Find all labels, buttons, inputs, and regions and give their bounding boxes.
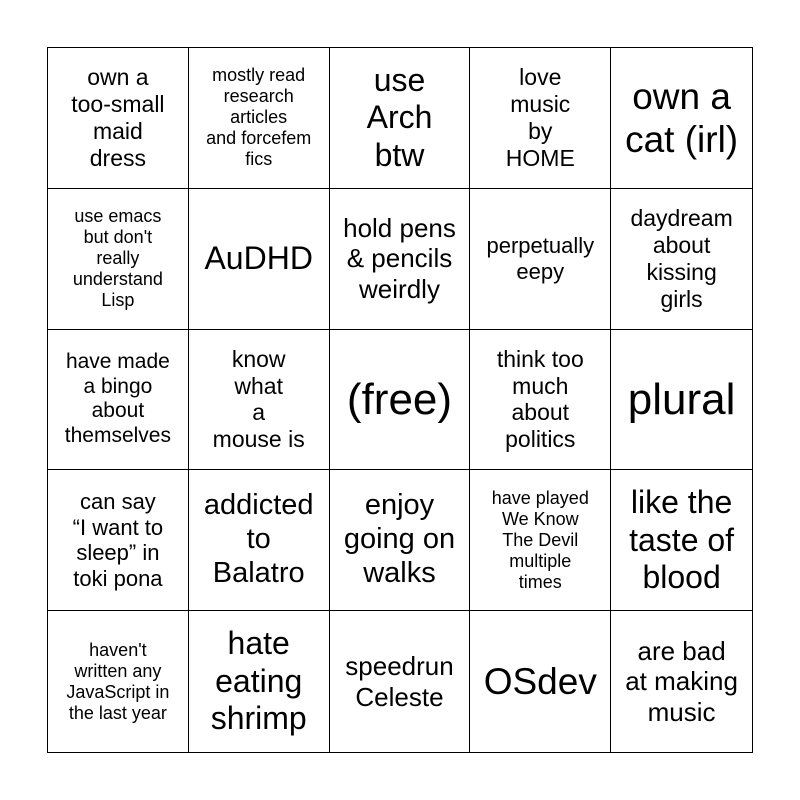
bingo-cell[interactable] xyxy=(189,330,330,471)
bingo-cell-text: mostly read research articles and forcefem fics xyxy=(206,65,312,170)
bingo-cell-text: plural xyxy=(627,374,736,424)
bingo-cell-text: are bad at making music xyxy=(625,635,738,727)
bingo-cell[interactable] xyxy=(611,470,752,611)
bingo-cell[interactable] xyxy=(48,330,189,471)
bingo-cell[interactable] xyxy=(470,470,611,611)
bingo-cell[interactable] xyxy=(330,48,471,189)
bingo-cell[interactable] xyxy=(189,470,330,611)
bingo-cell[interactable] xyxy=(470,189,611,330)
bingo-cell-text: hate eating shrimp xyxy=(210,625,307,737)
bingo-cell[interactable] xyxy=(189,48,330,189)
bingo-cell-text: know what a mouse is xyxy=(212,345,305,453)
bingo-cell-text: AuDHD xyxy=(204,239,313,276)
bingo-cell[interactable] xyxy=(611,330,752,471)
bingo-cell[interactable] xyxy=(611,189,752,330)
bingo-cell-text: addicted to Balatro xyxy=(203,489,314,590)
bingo-cell-text: enjoy going on walks xyxy=(343,489,456,590)
bingo-cell[interactable] xyxy=(189,189,330,330)
bingo-cell-text: perpetually eepy xyxy=(486,232,595,284)
bingo-cell-text: haven't written any JavaScript in the last year xyxy=(66,639,170,723)
bingo-cell-text: can say “I want to sleep” in toki pona xyxy=(72,488,164,592)
bingo-cell[interactable] xyxy=(48,611,189,752)
bingo-cell-text: own a too-small maid dress xyxy=(71,64,165,171)
bingo-cell[interactable] xyxy=(470,611,611,752)
bingo-cell[interactable] xyxy=(330,470,471,611)
bingo-cell-text: hold pens & pencils weirdly xyxy=(343,213,456,304)
bingo-cell[interactable] xyxy=(48,48,189,189)
bingo-cell-text: like the taste of blood xyxy=(629,484,735,595)
bingo-cell-text: use emacs but don't really understand Lisp xyxy=(72,206,163,311)
bingo-cell[interactable] xyxy=(189,611,330,752)
bingo-cell-text: love music by HOME xyxy=(505,64,575,171)
bingo-cell-text: speedrun Celeste xyxy=(345,651,454,712)
bingo-cell-text: think too much about politics xyxy=(496,345,584,453)
bingo-board xyxy=(47,47,753,753)
bingo-cell-text: OSdev xyxy=(483,660,597,702)
bingo-cell[interactable] xyxy=(470,48,611,189)
bingo-cell[interactable] xyxy=(611,611,752,752)
bingo-cell-text: (free) xyxy=(346,374,453,424)
bingo-cell-text: use Arch btw xyxy=(366,61,433,173)
bingo-cell[interactable] xyxy=(48,189,189,330)
bingo-cell-text: own a cat (irl) xyxy=(625,75,739,160)
bingo-cell-text: have made a bingo about themselves xyxy=(64,350,171,448)
bingo-cell[interactable] xyxy=(330,330,471,471)
bingo-cell[interactable] xyxy=(330,611,471,752)
bingo-cell[interactable] xyxy=(330,189,471,330)
bingo-cell[interactable] xyxy=(611,48,752,189)
bingo-cell[interactable] xyxy=(470,330,611,471)
bingo-cell-text: daydream about kissing girls xyxy=(630,204,733,312)
bingo-cell-text: have played We Know The Devil multiple times xyxy=(491,487,589,592)
bingo-cell[interactable] xyxy=(48,470,189,611)
